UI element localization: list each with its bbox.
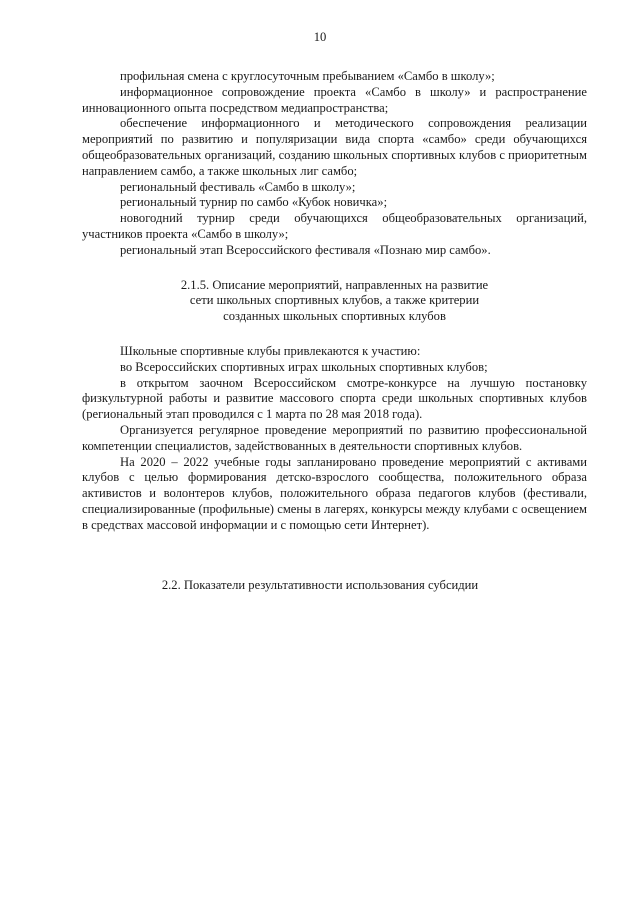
- list-item-new-year-tournament: новогодний турнир среди обучающихся общеобразовательных организаций, участников проекта «Самбо в школу»;: [82, 211, 587, 241]
- paragraph-all-russian-games: во Всероссийских спортивных играх школьных спортивных клубов;: [120, 359, 488, 374]
- document-body: [82, 69, 587, 534]
- list-item-beginner-cup: региональный турнир по самбо «Кубок новичка»;: [120, 195, 388, 210]
- list-item-all-russian-festival: региональный этап Всероссийского фестиваля «Познаю мир самбо».: [120, 242, 491, 257]
- list-item-methodical-support: обеспечение информационного и методического сопровождения реализации мероприятий по развитию и популяризации вида спорта «самбо» среди обучающихся общеобразовательных организаций, созданию школьных спортивных клубов с приоритетным направлением самбо, а также школьных лиг самбо;: [82, 116, 587, 178]
- list-item-regional-festival: региональный фестиваль «Самбо в школу»;: [120, 179, 356, 194]
- subsection-heading-line-3: созданных школьных спортивных клубов: [223, 309, 446, 324]
- subsection-heading-line-1: 2.1.5. Описание мероприятий, направленных на развитие: [180, 277, 489, 292]
- list-item-profile-shift: профильная смена с круглосуточным пребыванием «Самбо в школу»;: [120, 69, 495, 83]
- subsection-heading: [82, 278, 587, 325]
- subsection-heading-line-2: сети школьных спортивных клубов, а также критерии: [189, 293, 480, 308]
- section-heading: 2.2. Показатели результативности использования субсидии: [161, 578, 479, 592]
- page-number: 10: [313, 30, 327, 44]
- paragraph-review-contest: в открытом заочном Всероссийском смотре-конкурсе на лучшую постановку физкультурной работы и развитие массового спорта среди школьных спортивных клубов (региональный этап проводился с 1 марта по 28 мая 2018 года).: [82, 375, 587, 422]
- list-item-information-support: информационное сопровождение проекта «Самбо в школу» и распространение инновационного опыта посредством медиапространства;: [82, 84, 587, 115]
- paragraph-planned-events: На 2020 – 2022 учебные годы запланировано проведение мероприятий с активами клубов с целью формирования детско-взрослого сообщества, положительного образа активистов и волонтеров клубов, положительного образа педагогов клубов (фестивали, специализированные (профильные) смены в лагерях, конкурсы между клубами с освещением в средствах массовой информации и с помощью сети Интернет).: [82, 454, 587, 532]
- paragraph-competence-events: Организуется регулярное проведение мероприятий по развитию профессиональной компетенции специалистов, задействованных в деятельности спортивных клубов.: [82, 422, 587, 453]
- paragraph-clubs-participation: Школьные спортивные клубы привлекаются к участию:: [120, 343, 421, 358]
